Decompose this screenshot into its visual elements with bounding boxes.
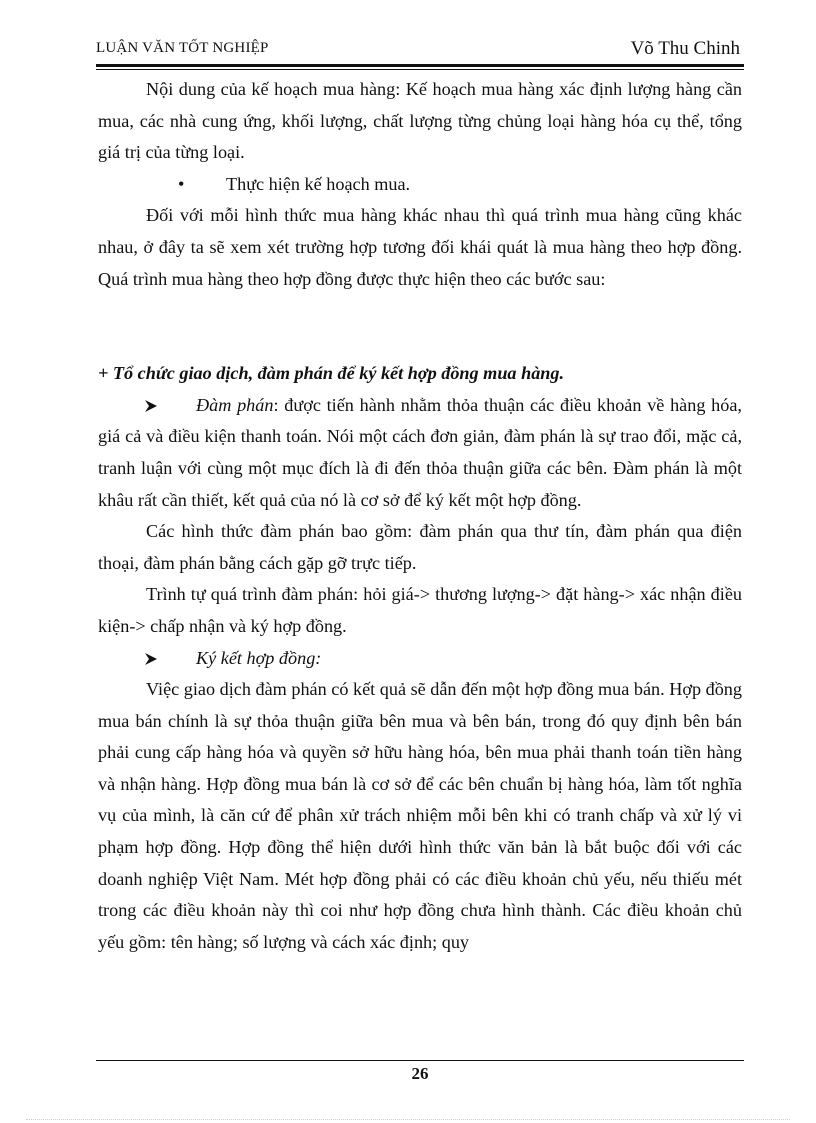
paragraph-negotiation: [98, 390, 742, 516]
page-number: 26: [411, 1064, 429, 1083]
paragraph-purchase-process: Đối với mỗi hình thức mua hàng khác nhau thì quá trình mua hàng cũng khác nhau, ở đây ta sẽ xem xét trường hợp tương đối khái quát là mua hàng theo hợp đồng. Quá trình mua hàng theo hợp đồng được thực hiện theo các bước sau:: [98, 205, 742, 289]
page-bottom-border: [26, 1119, 790, 1120]
bullet-item: [98, 169, 742, 201]
author-name: Võ Thu Chinh: [630, 38, 740, 59]
header-rule-thin: [96, 69, 744, 70]
paragraph-negotiation-sequence: Trình tự quá trình đàm phán: hỏi giá-> thương lượng-> đặt hàng-> xác nhận điều kiện-> chấp nhận và ký hợp đồng.: [98, 584, 742, 636]
spacer: [98, 295, 742, 358]
contract-heading-line: [98, 643, 742, 675]
footer-rule: [96, 1060, 744, 1061]
header-rule-thick: [96, 64, 744, 67]
section-heading: + Tổ chức giao dịch, đàm phán để ký kết hợp đồng mua hàng.: [98, 363, 565, 384]
thesis-title: LUẬN VĂN TỐT NGHIỆP: [96, 40, 269, 56]
page-header: [96, 38, 744, 64]
negotiation-term: Đàm phán: [196, 394, 274, 415]
contract-heading: Ký kết hợp đồng:: [196, 647, 322, 668]
paragraph-purchase-plan: Nội dung của kế hoạch mua hàng: Kế hoạch mua hàng xác định lượng hàng cần mua, các nhà cung ứng, khối lượng, chất lượng từng chủng loại hàng hóa cụ thể, tổng giá trị của từng loại.: [98, 79, 742, 163]
negotiation-text: : được tiến hành nhằm thỏa thuận các điều khoản về hàng hóa, giá cả và điều kiện thanh toán. Nói một cách đơn giản, đàm phán là sự trao đổi, mặc cả, tranh luận với cùng một mục đích là đi đến thỏa thuận giữa các bên. Đàm phán là một khâu rất cần thiết, kết quả của nó là cơ sở để ký kết một hợp đồng.: [98, 394, 742, 510]
bullet-text: Thực hiện kế hoạch mua.: [226, 173, 411, 194]
arrow-bullet-icon: [144, 390, 196, 422]
paragraph-negotiation-forms: Các hình thức đàm phán bao gồm: đàm phán qua thư tín, đàm phán qua điện thoại, đàm phán bằng cách gặp gỡ trực tiếp.: [98, 521, 742, 573]
document-body: [98, 74, 742, 958]
arrow-bullet-icon: [144, 643, 196, 675]
paragraph-contract: Việc giao dịch đàm phán có kết quả sẽ dẫn đến một hợp đồng mua bán. Hợp đồng mua bán chính là sự thỏa thuận giữa bên mua và bên bán, trong đó quy định bên bán phải cung cấp hàng hóa và quyền sở hữu hàng hóa, bên mua phải thanh toán tiền hàng và nhận hàng. Hợp đồng mua bán là cơ sở để các bên chuẩn bị hàng hóa, làm tốt nghĩa vụ của mình, là căn cứ để phân xử trách nhiệm mỗi bên khi có tranh chấp và xử lý vi phạm hợp đồng. Hợp đồng thể hiện dưới hình thức văn bản là bắt buộc đối với các doanh nghiệp Việt Nam. Mét hợp đồng phải có các điều khoản chủ yếu, nếu thiếu mét trong các điều khoản này thì coi như hợp đồng chưa hình thành. Các điều khoản chủ yếu gồm: tên hàng; số lượng và cách xác định; quy: [98, 679, 742, 952]
bullet-icon: •: [178, 173, 185, 194]
